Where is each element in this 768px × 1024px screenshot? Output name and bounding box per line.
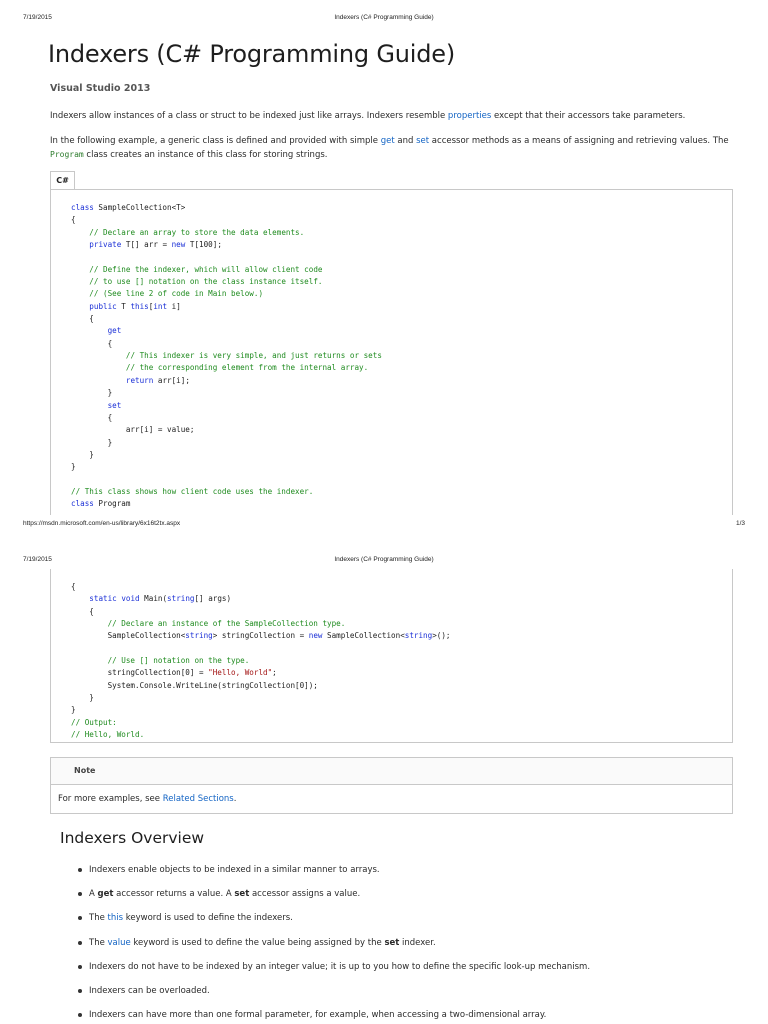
- note-box: [50, 757, 733, 814]
- print-page-number: 1/3: [735, 520, 745, 527]
- print-url: https://msdn.microsoft.com/en-us/library/6x16t2tx.aspx: [23, 520, 181, 527]
- note-heading: Note: [51, 758, 732, 785]
- code-line: [71, 424, 382, 436]
- code-token: private: [89, 240, 122, 250]
- code-token: {: [71, 314, 94, 324]
- code-line: [71, 400, 382, 412]
- code-line: [71, 593, 451, 605]
- get-keyword: get: [97, 889, 114, 900]
- code-token: ;: [272, 668, 277, 678]
- code-line: [71, 301, 382, 313]
- code-token: void: [121, 594, 140, 604]
- code-token: [71, 656, 108, 665]
- list-item-text: indexer.: [399, 937, 436, 948]
- code-line: [71, 630, 451, 642]
- code-token: }: [71, 449, 94, 459]
- code-line: [71, 667, 451, 679]
- code-line: [71, 214, 382, 226]
- print-date: 7/19/2015: [23, 556, 52, 563]
- code-token: set: [107, 400, 122, 410]
- code-token: Program: [93, 499, 131, 509]
- code-line: [71, 581, 451, 593]
- list-item: [76, 911, 736, 935]
- list-item-text: The: [89, 937, 108, 948]
- code-token: string: [185, 631, 213, 641]
- value-link[interactable]: value: [107, 937, 131, 948]
- code-token: {: [71, 606, 94, 616]
- list-item-text: keyword is used to define the indexers.: [123, 913, 293, 924]
- note-body: [51, 785, 732, 813]
- code-token: {: [71, 338, 113, 348]
- code-token: get: [107, 326, 122, 336]
- code-line: [71, 375, 382, 387]
- code-line: [71, 655, 451, 667]
- code-line: [71, 227, 382, 239]
- code-line: [71, 239, 382, 251]
- code-token: > stringCollection =: [212, 631, 309, 641]
- code-token: stringCollection[0] =: [71, 668, 209, 678]
- code-token: // Hello, World.: [71, 730, 145, 740]
- example-text-a: In the following example, a generic class is defined and provided with simple: [50, 136, 381, 146]
- code-token: [71, 326, 108, 335]
- code-line: [71, 717, 451, 729]
- intro-text-b: except that their accessors take parameters.: [491, 111, 686, 121]
- code-line: [71, 474, 382, 486]
- code-token: public: [89, 301, 117, 311]
- code-token: // to use [] notation on the class instance itself.: [89, 277, 323, 287]
- code-token: {: [71, 215, 76, 225]
- code-line: [71, 498, 382, 510]
- code-token: i]: [167, 301, 181, 311]
- page-title: Indexers (C# Programming Guide): [48, 40, 455, 68]
- intro-paragraph: [50, 109, 730, 123]
- code-token: [] args): [194, 594, 232, 604]
- code-token: // This indexer is very simple, and just returns or sets: [125, 351, 382, 361]
- code-token: T[100];: [185, 240, 222, 250]
- code-line: [71, 325, 382, 337]
- example-text-d: class creates an instance of this class for storing strings.: [83, 150, 328, 160]
- code-token: // Declare an array to store the data elements.: [89, 227, 305, 237]
- code-line: [71, 350, 382, 362]
- code-token: // This class shows how client code uses the indexer.: [71, 486, 314, 496]
- code-line: [71, 704, 451, 716]
- code-line: [71, 680, 451, 692]
- code-line: [71, 313, 382, 325]
- code-token: {: [71, 582, 76, 591]
- set-link[interactable]: set: [416, 136, 430, 146]
- code-token: }: [71, 705, 76, 715]
- code-token: return: [125, 375, 154, 385]
- list-item: [76, 936, 736, 960]
- code-token: [71, 265, 89, 274]
- code-token: >();: [432, 631, 451, 641]
- code-line: [71, 288, 382, 300]
- get-link[interactable]: get: [380, 136, 395, 146]
- list-item-text: A: [89, 889, 98, 900]
- code-line: [71, 362, 382, 374]
- list-item: [76, 887, 736, 911]
- code-token: Main(: [139, 594, 168, 604]
- example-paragraph: [50, 134, 730, 162]
- code-token: string: [404, 631, 433, 641]
- example-text-c: accessor methods as a means of assigning and retrieving values. The: [429, 136, 729, 146]
- list-item-text: The: [89, 913, 108, 924]
- code-token: [71, 594, 89, 603]
- code-line: [71, 338, 382, 350]
- list-item-text: accessor returns a value. A: [113, 889, 235, 900]
- list-item-text: Indexers do not have to be indexed by an integer value; it is up to you how to define the specific look-up mechanism.: [89, 961, 591, 972]
- print-title: Indexers (C# Programming Guide): [334, 14, 434, 21]
- list-item: [76, 863, 736, 887]
- code-token: T: [116, 301, 131, 311]
- code-line: [71, 449, 382, 461]
- intro-text-a: Indexers allow instances of a class or struct to be indexed just like arrays. Indexers resemble: [50, 111, 448, 121]
- print-header-page2: [0, 556, 768, 570]
- code-token: SampleCollection<T>: [93, 203, 186, 212]
- code-token: SampleCollection<: [71, 631, 186, 641]
- code-listing-continued: [71, 581, 451, 741]
- code-line: [71, 461, 382, 473]
- list-item-text: keyword is used to define the value being assigned by the: [130, 937, 385, 948]
- code-token: System.Console.WriteLine(stringCollection[0]);: [71, 680, 318, 690]
- code-token: new: [308, 631, 323, 641]
- code-line: [71, 437, 382, 449]
- version-subtitle: Visual Studio 2013: [50, 83, 151, 94]
- code-line: [71, 202, 382, 214]
- code-token: // Output:: [71, 717, 117, 727]
- code-token: [71, 240, 89, 249]
- code-token: T[] arr =: [121, 240, 172, 250]
- note-end: .: [233, 794, 237, 804]
- code-block-continued: [50, 569, 733, 743]
- code-line: [71, 387, 382, 399]
- code-token: }: [71, 462, 76, 472]
- print-header: [0, 14, 768, 28]
- list-item-text: Indexers can be overloaded.: [89, 985, 210, 996]
- code-token: }: [71, 437, 113, 447]
- code-token: class: [71, 203, 94, 212]
- code-line: [71, 486, 382, 498]
- code-token: // Define the indexer, which will allow client code: [89, 264, 323, 274]
- code-token: SampleCollection<: [322, 631, 405, 641]
- code-token: {: [71, 412, 113, 422]
- code-token: }: [71, 693, 94, 703]
- related-sections-link[interactable]: Related Sections: [162, 794, 234, 804]
- code-listing: [71, 202, 382, 511]
- code-token: // the corresponding element from the internal array.: [125, 363, 369, 373]
- list-item-text: Indexers enable objects to be indexed in a similar manner to arrays.: [89, 865, 380, 875]
- tab-csharp[interactable]: C#: [50, 171, 75, 190]
- code-token: "Hello, World": [208, 668, 273, 678]
- code-line: [71, 412, 382, 424]
- code-line: [71, 251, 382, 263]
- list-item: [76, 984, 736, 1008]
- code-token: }: [71, 388, 113, 398]
- code-line: [71, 618, 451, 630]
- code-line: [71, 643, 451, 655]
- code-token: arr[i];: [153, 375, 190, 385]
- note-text: For more examples, see: [58, 794, 163, 804]
- list-item: [76, 960, 736, 984]
- code-token: static: [89, 594, 117, 604]
- code-token: [71, 289, 89, 298]
- properties-link[interactable]: properties: [447, 111, 492, 121]
- list-item: [76, 1008, 736, 1024]
- code-token: // (See line 2 of code in Main below.): [89, 289, 264, 299]
- code-token: [71, 376, 126, 385]
- code-token: [71, 302, 89, 311]
- code-token: new: [171, 240, 186, 250]
- print-title: Indexers (C# Programming Guide): [334, 556, 434, 563]
- code-token: [71, 619, 108, 628]
- code-block: [50, 189, 733, 515]
- this-link[interactable]: this: [107, 913, 124, 924]
- code-line: [71, 276, 382, 288]
- code-token: // Declare an instance of the SampleCollection type.: [107, 619, 346, 629]
- code-token: int: [153, 301, 168, 311]
- program-code-inline: Program: [50, 150, 84, 159]
- code-token: [71, 351, 126, 360]
- section-title-overview: Indexers Overview: [60, 829, 205, 847]
- code-token: [71, 228, 89, 237]
- code-token: // Use [] notation on the type.: [107, 656, 250, 666]
- print-date: 7/19/2015: [23, 14, 52, 21]
- example-text-b: and: [394, 136, 417, 146]
- code-line: [71, 264, 382, 276]
- code-token: [71, 401, 108, 410]
- code-token: [71, 363, 126, 372]
- code-line: [71, 729, 451, 741]
- overview-list: [76, 863, 736, 1024]
- code-token: [71, 277, 89, 286]
- code-token: this: [130, 301, 149, 311]
- set-keyword: set: [384, 937, 400, 948]
- code-token: string: [167, 594, 195, 604]
- list-item-text: accessor assigns a value.: [249, 889, 361, 900]
- code-line: [71, 606, 451, 618]
- code-token: arr[i] = value;: [71, 425, 195, 435]
- code-token: [: [148, 301, 154, 311]
- code-line: [71, 692, 451, 704]
- set-keyword: set: [234, 889, 250, 900]
- code-token: class: [71, 499, 94, 509]
- list-item-text: Indexers can have more than one formal parameter, for example, when accessing a two-dimensional array.: [89, 1010, 547, 1021]
